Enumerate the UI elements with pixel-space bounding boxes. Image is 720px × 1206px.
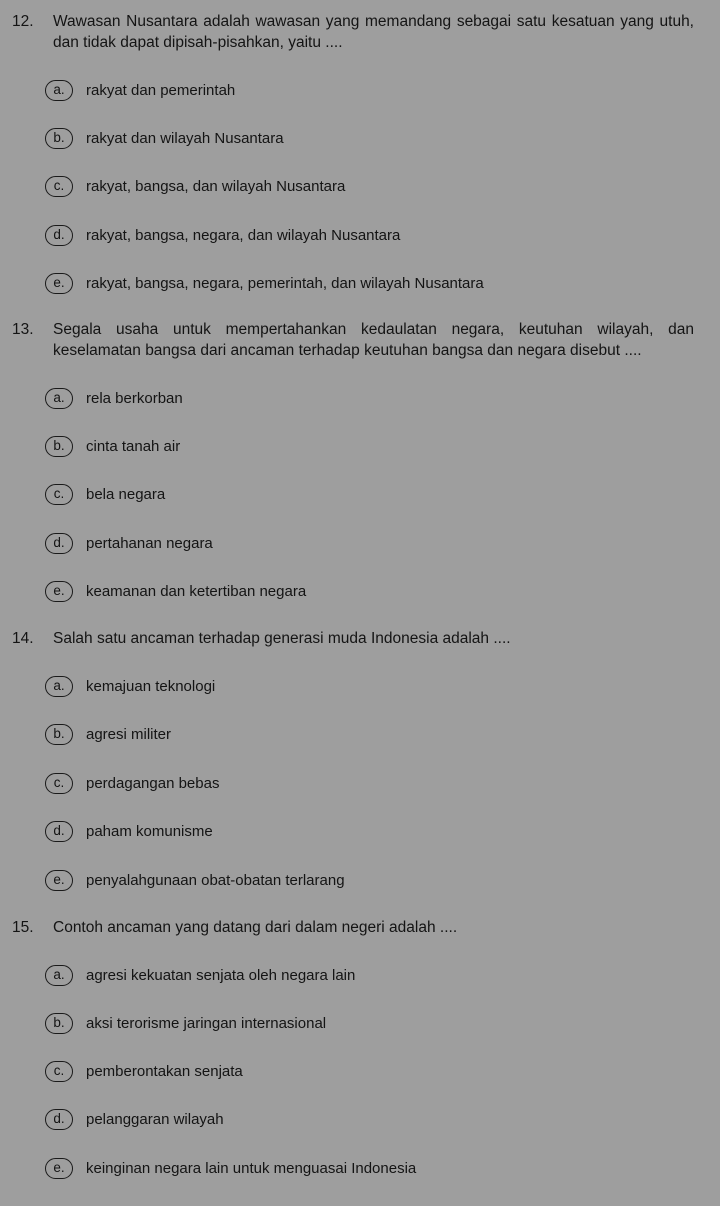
option-letter-badge: c. — [45, 484, 73, 505]
option-letter-badge: a. — [45, 80, 73, 101]
option-letter-badge: b. — [45, 1013, 73, 1034]
option-text: pertahanan negara — [86, 534, 213, 552]
option-text: keinginan negara lain untuk menguasai Indonesia — [86, 1159, 417, 1177]
option-15-a[interactable] — [45, 964, 355, 986]
option-12-e[interactable] — [45, 272, 484, 294]
option-text: keamanan dan ketertiban negara — [86, 582, 307, 600]
option-12-a[interactable] — [45, 79, 235, 101]
option-13-a[interactable] — [45, 387, 183, 409]
question-header — [0, 917, 720, 938]
option-text: rakyat dan wilayah Nusantara — [86, 129, 284, 147]
option-15-e[interactable] — [45, 1157, 416, 1179]
option-14-e[interactable] — [45, 869, 345, 891]
option-letter-badge: e. — [45, 1158, 73, 1179]
option-15-b[interactable] — [45, 1012, 326, 1034]
option-letter-badge: d. — [45, 533, 73, 554]
question-number: 12. — [12, 13, 34, 30]
option-12-b[interactable] — [45, 127, 284, 149]
question-header — [0, 628, 720, 649]
option-13-e[interactable] — [45, 580, 306, 602]
option-letter-badge: a. — [45, 965, 73, 986]
question-12 — [0, 11, 720, 53]
option-text: rakyat, bangsa, negara, pemerintah, dan wilayah Nusantara — [86, 274, 484, 292]
question-text: Contoh ancaman yang datang dari dalam negeri adalah .... — [53, 919, 458, 936]
option-14-a[interactable] — [45, 675, 215, 697]
question-number: 14. — [12, 630, 34, 647]
option-letter-badge: a. — [45, 676, 73, 697]
question-15 — [0, 917, 720, 938]
option-text: rakyat, bangsa, negara, dan wilayah Nusantara — [86, 226, 401, 244]
question-header — [0, 11, 720, 53]
option-13-d[interactable] — [45, 532, 213, 554]
option-letter-badge: a. — [45, 388, 73, 409]
option-12-c[interactable] — [45, 175, 345, 197]
option-12-d[interactable] — [45, 224, 400, 246]
option-text: kemajuan teknologi — [86, 677, 216, 695]
option-text: perdagangan bebas — [86, 774, 220, 792]
option-letter-badge: b. — [45, 128, 73, 149]
option-text: pelanggaran wilayah — [86, 1110, 224, 1128]
option-15-d[interactable] — [45, 1108, 224, 1130]
option-text: agresi militer — [86, 725, 172, 743]
option-text: cinta tanah air — [86, 437, 181, 455]
question-13 — [0, 319, 720, 361]
option-text: bela negara — [86, 485, 166, 503]
question-header — [0, 319, 720, 361]
option-text: agresi kekuatan senjata oleh negara lain — [86, 966, 356, 984]
option-text: paham komunisme — [86, 822, 213, 840]
question-text: Salah satu ancaman terhadap generasi muda Indonesia adalah .... — [53, 630, 511, 647]
option-letter-badge: b. — [45, 436, 73, 457]
option-text: pemberontakan senjata — [86, 1062, 243, 1080]
option-letter-badge: d. — [45, 821, 73, 842]
question-text: Wawasan Nusantara adalah wawasan yang memandang sebagai satu kesatuan yang utuh, dan tidak dapat dipisah-pisahkan, yaitu .... — [53, 13, 694, 51]
option-14-d[interactable] — [45, 820, 213, 842]
option-text: rakyat dan pemerintah — [86, 81, 236, 99]
option-text: penyalahgunaan obat-obatan terlarang — [86, 871, 345, 889]
option-letter-badge: c. — [45, 176, 73, 197]
option-14-b[interactable] — [45, 723, 171, 745]
question-text: Segala usaha untuk mempertahankan kedaulatan negara, keutuhan wilayah, dan keselamatan bangsa dari ancaman terhadap keutuhan bangsa dan negara disebut .... — [53, 321, 694, 359]
question-14 — [0, 628, 720, 649]
option-letter-badge: d. — [45, 225, 73, 246]
option-letter-badge: d. — [45, 1109, 73, 1130]
option-letter-badge: c. — [45, 1061, 73, 1082]
option-15-c[interactable] — [45, 1060, 243, 1082]
option-13-b[interactable] — [45, 435, 180, 457]
option-text: aksi terorisme jaringan internasional — [86, 1014, 327, 1032]
option-text: rakyat, bangsa, dan wilayah Nusantara — [86, 177, 346, 195]
option-letter-badge: e. — [45, 581, 73, 602]
option-letter-badge: b. — [45, 724, 73, 745]
option-14-c[interactable] — [45, 772, 219, 794]
option-letter-badge: e. — [45, 273, 73, 294]
question-number: 13. — [12, 321, 34, 338]
option-13-c[interactable] — [45, 483, 165, 505]
option-letter-badge: c. — [45, 773, 73, 794]
question-number: 15. — [12, 919, 34, 936]
option-text: rela berkorban — [86, 389, 183, 407]
option-letter-badge: e. — [45, 870, 73, 891]
